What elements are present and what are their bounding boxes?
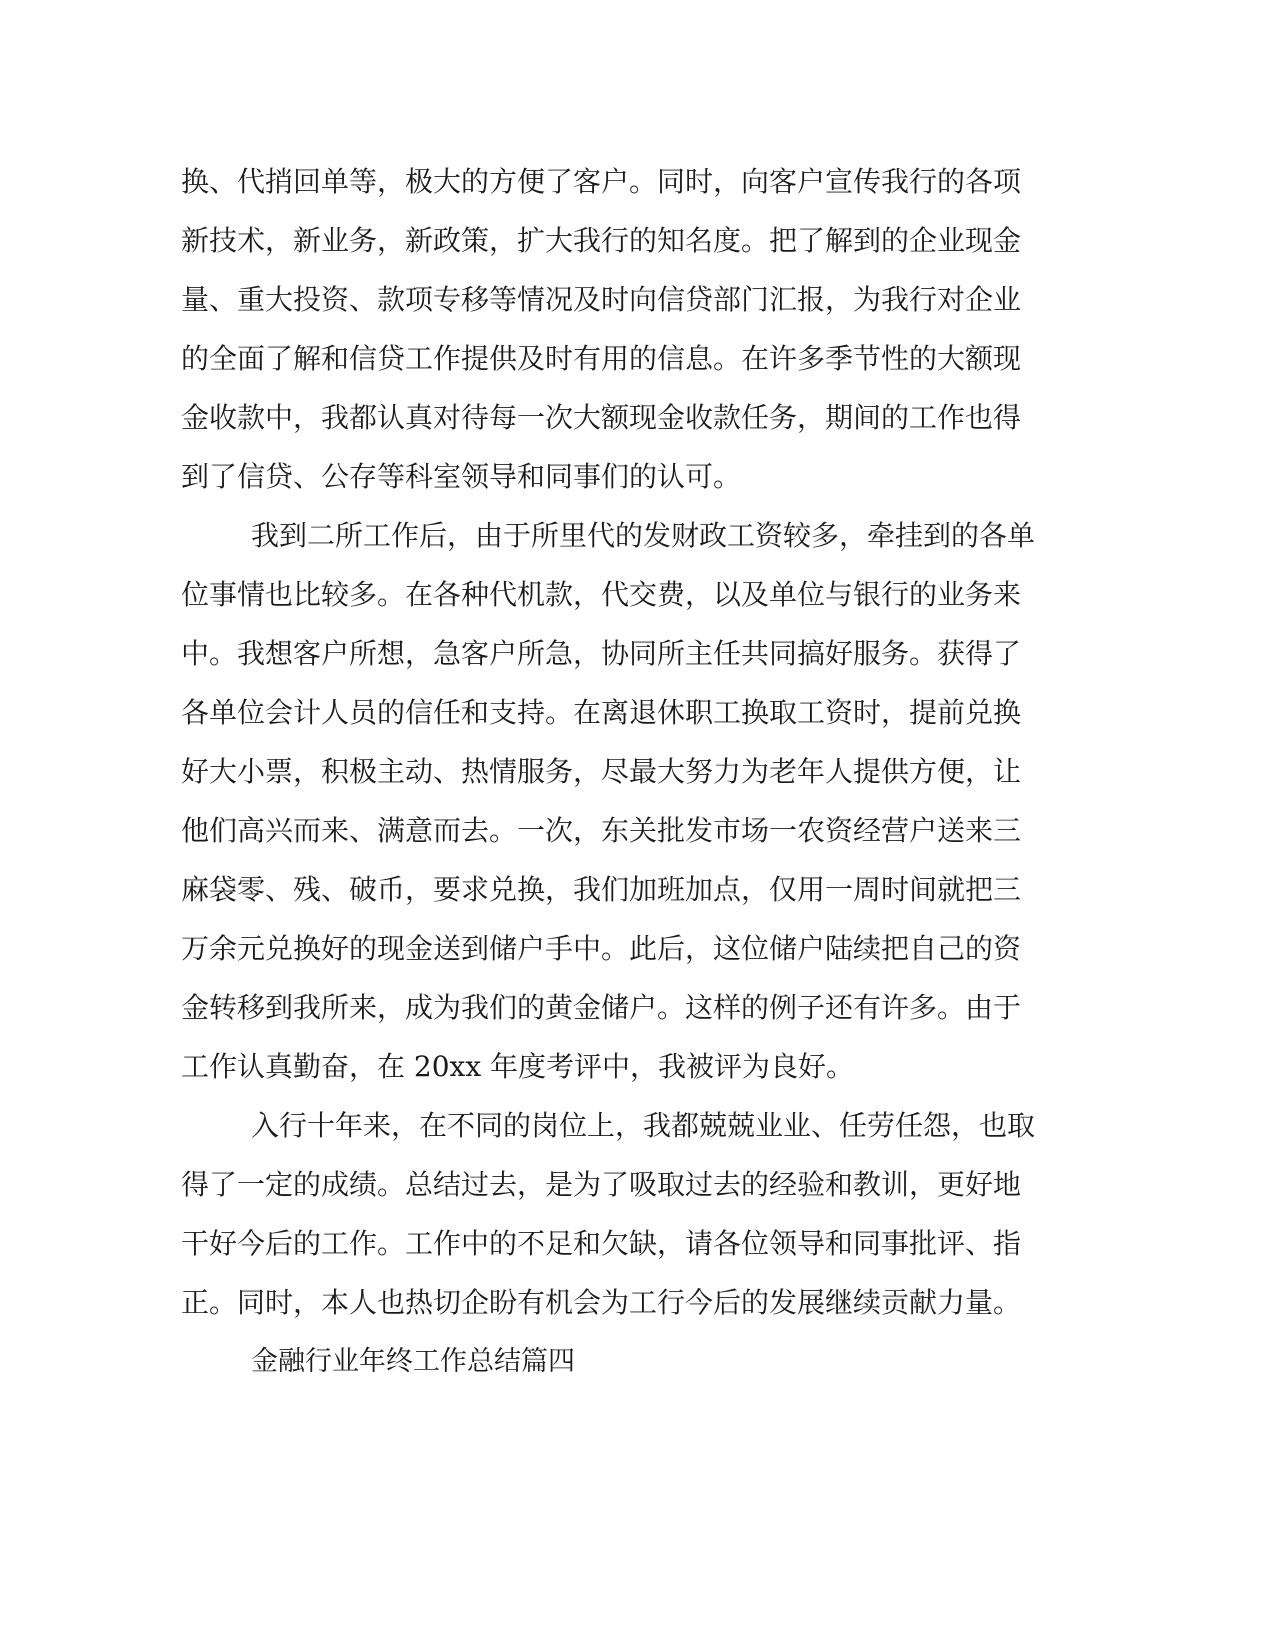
paragraph-2-line-8: 万余元兑换好的现金送到储户手中。此后，这位储户陆续把自己的资	[181, 932, 1022, 965]
section-heading: 金融行业年终工作总结篇四	[251, 1346, 575, 1377]
paragraph-3-line-3: 干好今后的工作。工作中的不足和欠缺，请各位领导和同事批评、指	[181, 1227, 1022, 1260]
paragraph-2-line-2: 位事情也比较多。在各种代机款，代交费，以及单位与银行的业务来	[181, 578, 1022, 611]
paragraph-3-line-2: 得了一定的成绩。总结过去，是为了吸取过去的经验和教训，更好地	[181, 1168, 1022, 1201]
paragraph-1-line-2: 新技术，新业务，新政策，扩大我行的知名度。把了解到的企业现金	[181, 224, 1022, 257]
paragraph-1-line-1: 换、代捎回单等，极大的方便了客户。同时，向客户宣传我行的各项	[181, 165, 1022, 198]
paragraph-2-line-5: 好大小票，积极主动、热情服务，尽最大努力为老年人提供方便，让	[181, 755, 1022, 788]
paragraph-2-line-1: 我到二所工作后，由于所里代的发财政工资较多，牵挂到的各单	[251, 519, 1036, 552]
paragraph-1-line-6: 到了信贷、公存等科室领导和同事们的认可。	[181, 460, 742, 493]
paragraph-1-line-4: 的全面了解和信贷工作提供及时有用的信息。在许多季节性的大额现	[181, 342, 1022, 375]
paragraph-3-line-4: 正。同时，本人也热切企盼有机会为工行今后的发展继续贡献力量。	[181, 1286, 1022, 1319]
paragraph-2-line-7: 麻袋零、残、破币，要求兑换，我们加班加点，仅用一周时间就把三	[181, 873, 1022, 906]
paragraph-2-line-9: 金转移到我所来，成为我们的黄金储户。这样的例子还有许多。由于	[181, 991, 1022, 1024]
paragraph-2-line-4: 各单位会计人员的信任和支持。在离退休职工换取工资时，提前兑换	[181, 696, 1022, 729]
paragraph-3-line-1: 入行十年来，在不同的岗位上，我都兢兢业业、任劳任怨，也取	[251, 1109, 1036, 1142]
paragraph-2-line-3: 中。我想客户所想，急客户所急，协同所主任共同搞好服务。获得了	[181, 637, 1022, 670]
paragraph-1-line-3: 量、重大投资、款项专移等情况及时向信贷部门汇报，为我行对企业	[181, 283, 1022, 316]
paragraph-2-line-6: 他们高兴而来、满意而去。一次，东关批发市场一农资经营户送来三	[181, 814, 1022, 847]
paragraph-2-line-10: 工作认真勤奋，在 20xx 年度考评中，我被评为良好。	[181, 1050, 855, 1083]
paragraph-1-line-5: 金收款中，我都认真对待每一次大额现金收款任务，期间的工作也得	[181, 401, 1022, 434]
